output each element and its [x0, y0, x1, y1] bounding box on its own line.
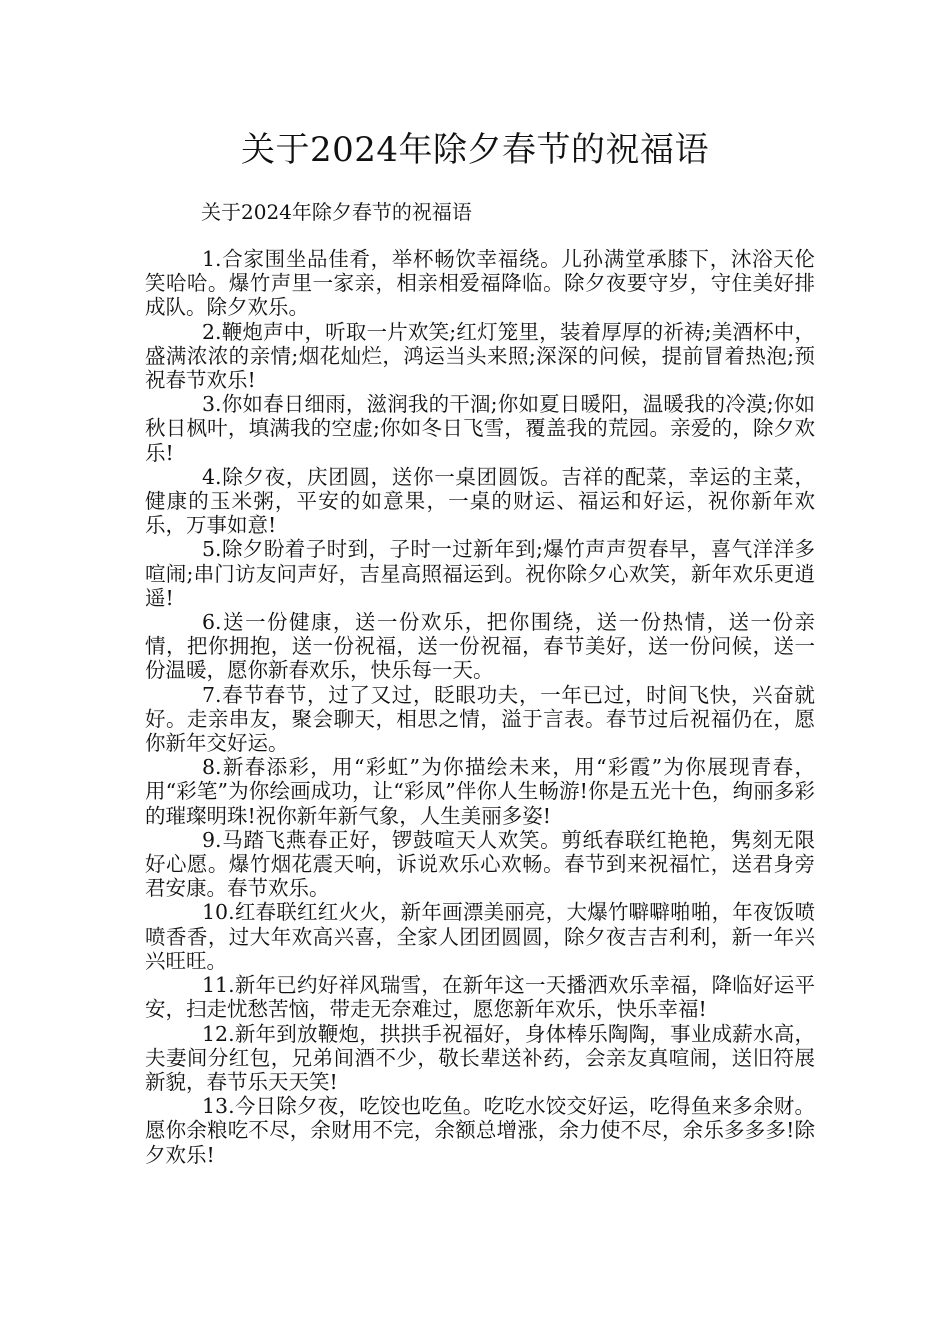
paragraph: 11.新年已约好祥风瑞雪，在新年这一天播洒欢乐幸福，降临好运平安，扫走忧愁苦恼，带走无奈难过，愿您新年欢乐，快乐幸福! [145, 973, 815, 1022]
paragraph: 13.今日除夕夜，吃饺也吃鱼。吃吃水饺交好运，吃得鱼来多余财。愿你余粮吃不尽，余财用不完，余额总增涨，余力使不尽，余乐多多多!除夕欢乐! [145, 1094, 815, 1167]
paragraph: 4.除夕夜，庆团圆，送你一桌团圆饭。吉祥的配菜，幸运的主菜，健康的玉米粥，平安的如意果，一桌的财运、福运和好运，祝你新年欢乐，万事如意! [145, 464, 815, 538]
paragraph: 6.送一份健康，送一份欢乐，把你围绕，送一份热情，送一份亲情，把你拥抱，送一份祝福，送一份祝福，春节美好，送一份问候，送一份温暖，愿你新春欢乐，快乐每一天。 [145, 610, 815, 683]
page-title: 关于2024年除夕春节的祝福语 [240, 130, 710, 170]
paragraph: 3.你如春日细雨，滋润我的干涸;你如夏日暖阳，温暖我的冷漠;你如秋日枫叶，填满我的空虚;你如冬日飞雪，覆盖我的荒园。亲爱的，除夕欢乐! [145, 392, 815, 465]
paragraph: 12.新年到放鞭炮，拱拱手祝福好，身体棒乐陶陶，事业成薪水高，夫妻间分红包，兄弟间酒不少，敬长辈送补药，会亲友真喧闹，送旧符展新貌，春节乐天天笑! [145, 1021, 815, 1094]
document-subtitle: 关于2024年除夕春节的祝福语 [201, 200, 472, 224]
paragraph: 2.鞭炮声中，听取一片欢笑;红灯笼里，装着厚厚的祈祷;美酒杯中，盛满浓浓的亲情;烟花灿烂，鸿运当头来照;深深的问候，提前冒着热泡;预祝春节欢乐! [145, 319, 815, 393]
paragraph: 10.红春联红红火火，新年画漂美丽亮，大爆竹噼噼啪啪，年夜饭喷喷香香，过大年欢高兴喜，全家人团团圆圆，除夕夜吉吉利利，新一年兴兴旺旺。 [145, 900, 815, 973]
document-body [145, 247, 815, 1167]
paragraph: 1.合家围坐品佳肴，举杯畅饮幸福绕。儿孙满堂承膝下，沐浴天伦笑哈哈。爆竹声里一家亲，相亲相爱福降临。除夕夜要守岁，守住美好排成队。除夕欢乐。 [145, 247, 815, 320]
paragraph: 9.马踏飞燕春正好，锣鼓喧天人欢笑。剪纸春联红艳艳，隽刻无限好心愿。爆竹烟花震天响，诉说欢乐心欢畅。春节到来祝福忙，送君身旁君安康。春节欢乐。 [145, 827, 815, 901]
paragraph: 5.除夕盼着子时到，子时一过新年到;爆竹声声贺春早，喜气洋洋多喧闹;串门访友问声好，吉星高照福运到。祝你除夕心欢笑，新年欢乐更逍遥! [145, 537, 815, 610]
paragraph: 7.春节春节，过了又过，眨眼功夫，一年已过，时间飞快，兴奋就好。走亲串友，聚会聊天，相思之情，溢于言表。春节过后祝福仍在，愿你新年交好运。 [145, 682, 815, 756]
paragraph: 8.新春添彩，用“彩虹”为你描绘未来，用“彩霞”为你展现青春，用“彩笔”为你绘画成功，让“彩凤”伴你人生畅游!你是五光十色，绚丽多彩的璀璨明珠!祝你新年新气象，人生美丽多姿! [145, 755, 815, 828]
